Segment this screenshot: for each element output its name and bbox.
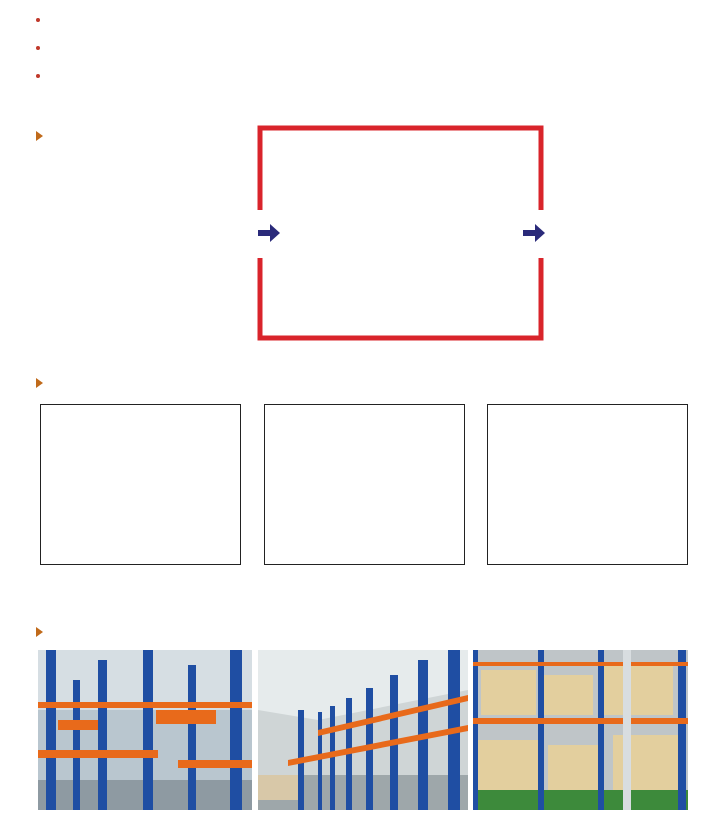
bullet-dot-icon <box>36 46 40 50</box>
rack-frame-top <box>260 128 541 210</box>
exit-arrow-icon <box>523 224 545 242</box>
section-title-components <box>36 377 50 393</box>
triangle-bullet-icon <box>36 627 43 637</box>
bullet-dot-icon <box>36 18 40 22</box>
entry-arrow-icon <box>258 224 280 242</box>
install-photo-3 <box>473 650 688 810</box>
triangle-bullet-icon <box>36 378 43 388</box>
part-drawing-single <box>40 404 241 565</box>
triangle-bullet-icon <box>36 131 43 141</box>
intro-bullet-list <box>36 6 48 90</box>
intro-bullet <box>36 34 48 62</box>
install-photo-2 <box>258 650 468 810</box>
part-drawing-heavy <box>487 404 688 565</box>
install-photo-1 <box>38 650 252 810</box>
intro-bullet <box>36 62 48 90</box>
intro-bullet <box>36 6 48 34</box>
bullet-dot-icon <box>36 74 40 78</box>
section-title-drive-in-case <box>36 130 50 146</box>
rack-frame-bottom <box>260 258 541 338</box>
part-drawing-double <box>264 404 465 565</box>
drive-in-rack-diagram <box>220 122 590 344</box>
section-title-install-example <box>36 626 50 642</box>
